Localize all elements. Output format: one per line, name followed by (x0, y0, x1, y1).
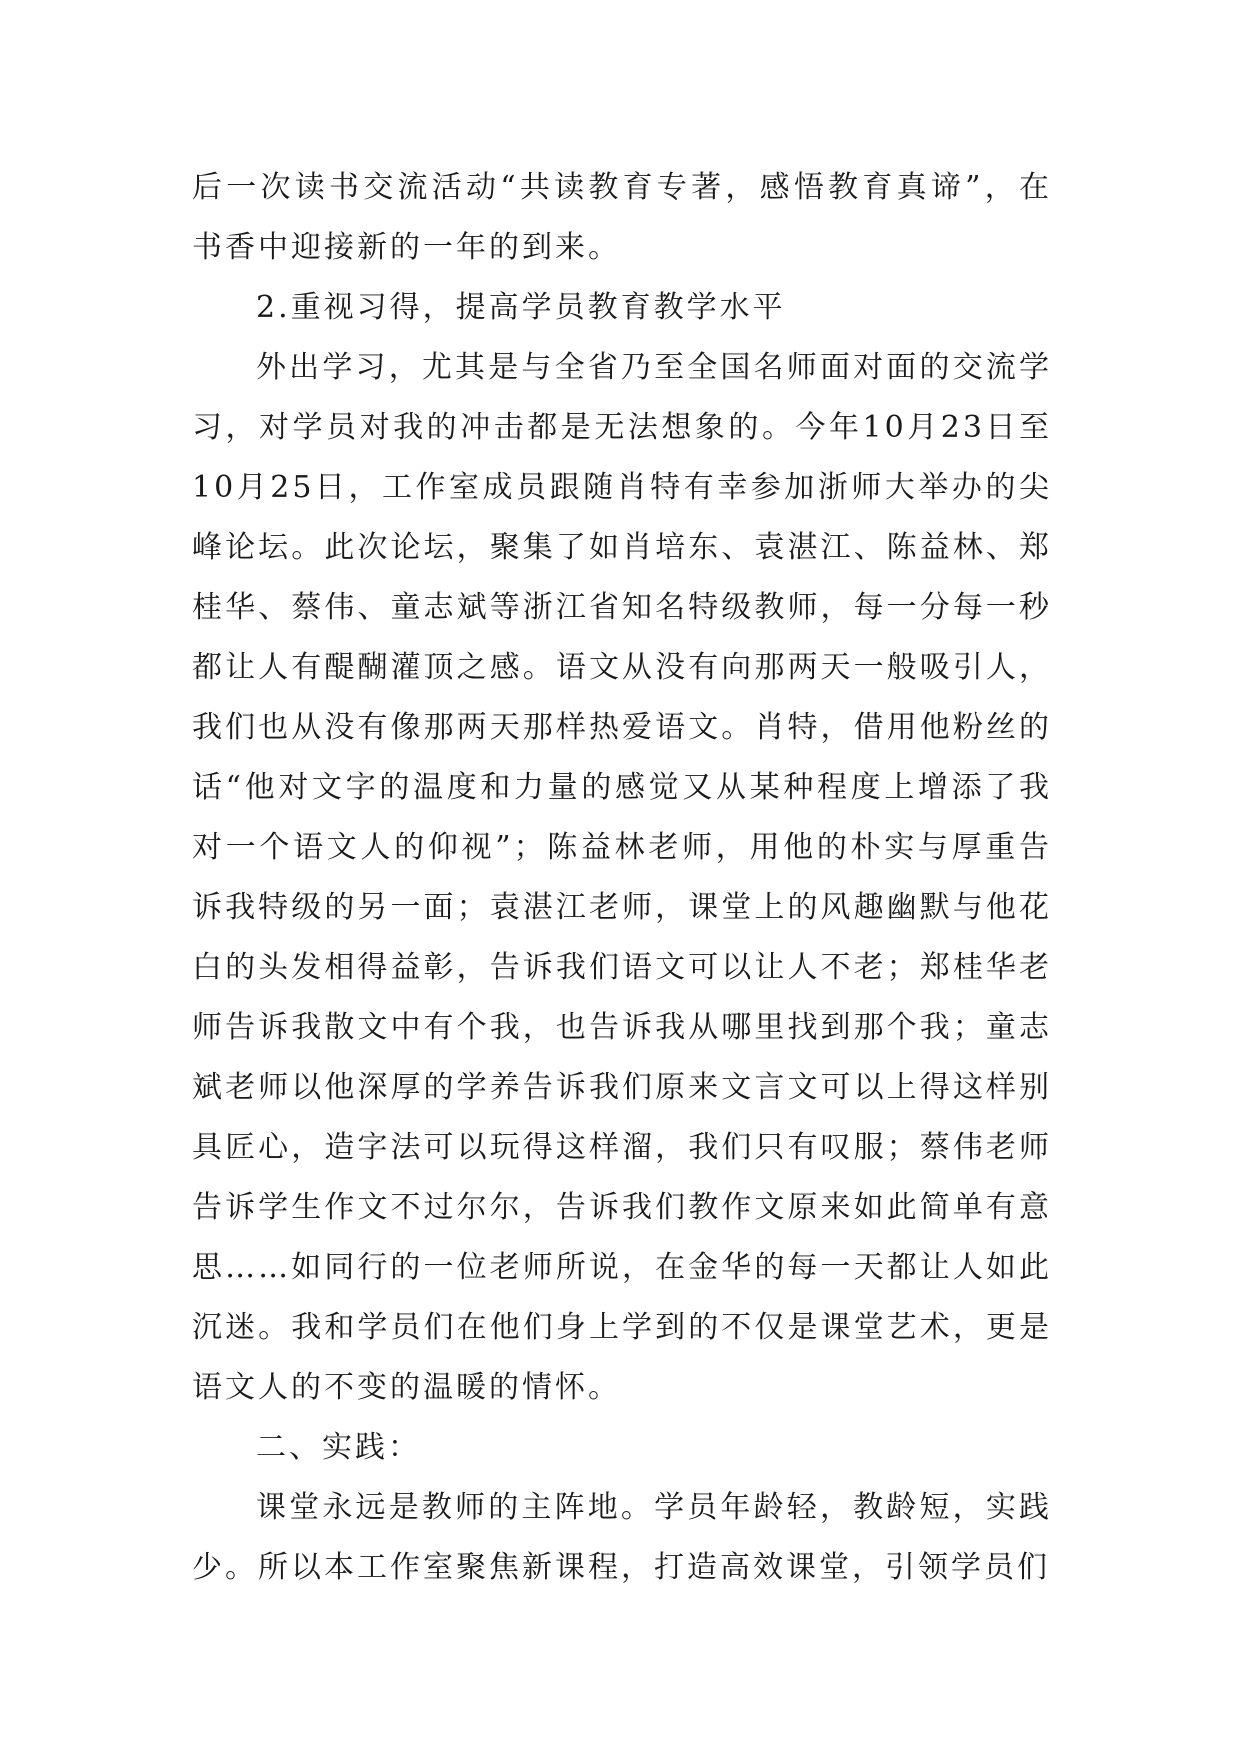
paragraph-practice: 课堂永远是教师的主阵地。学员年龄轻，教龄短，实践少。所以本工作室聚焦新课程，打造高效课堂，引领学员们 (192, 1490, 1052, 1585)
section-heading-practice: 二、实践： (256, 1430, 421, 1465)
paragraph-body: 外出学习，尤其是与全省乃至全国名师面对面的交流学习，对学员对我的冲击都是无法想象的。今年10月23日至10月25日，工作室成员跟随肖特有幸参加浙师大举办的尖峰论坛。此次论坛，聚集了如肖培东、袁湛江、陈益林、郑桂华、蔡伟、童志斌等浙江省知名特级教师，每一分每一秒都让人有醍醐灌顶之感。语文从没有向那两天一般吸引人，我们也从没有像那两天那样热爱语文。肖特，借用他粉丝的话“他对文字的温度和力量的感觉又从某种程度上增添了我对一个语文人的仰视”；陈益林老师，用他的朴实与厚重告诉我特级的另一面；袁湛江老师，课堂上的风趣幽默与他花白的头发相得益彰，告诉我们语文可以让人不老；郑桂华老师告诉我散文中有个我，也告诉我从哪里找到那个我；童志斌老师以他深厚的学养告诉我们原来文言文可以上得这样别具匠心，造字法可以玩得这样溜，我们只有叹服；蔡伟老师告诉学生作文不过尔尔，告诉我们教作文原来如此简单有意思……如同行的一位老师所说，在金华的每一天都让人如此沉迷。我和学员们在他们身上学到的不仅是课堂艺术，更是语文人的不变的温暖的情怀。 (192, 350, 1052, 1405)
document-body (192, 158, 1052, 1598)
paragraph-continuation: 后一次读书交流活动“共读教育专著，感悟教育真谛”，在书香中迎接新的一年的到来。 (192, 170, 1052, 265)
section-heading-2: 2.重视习得，提高学员教育教学水平 (256, 290, 786, 325)
